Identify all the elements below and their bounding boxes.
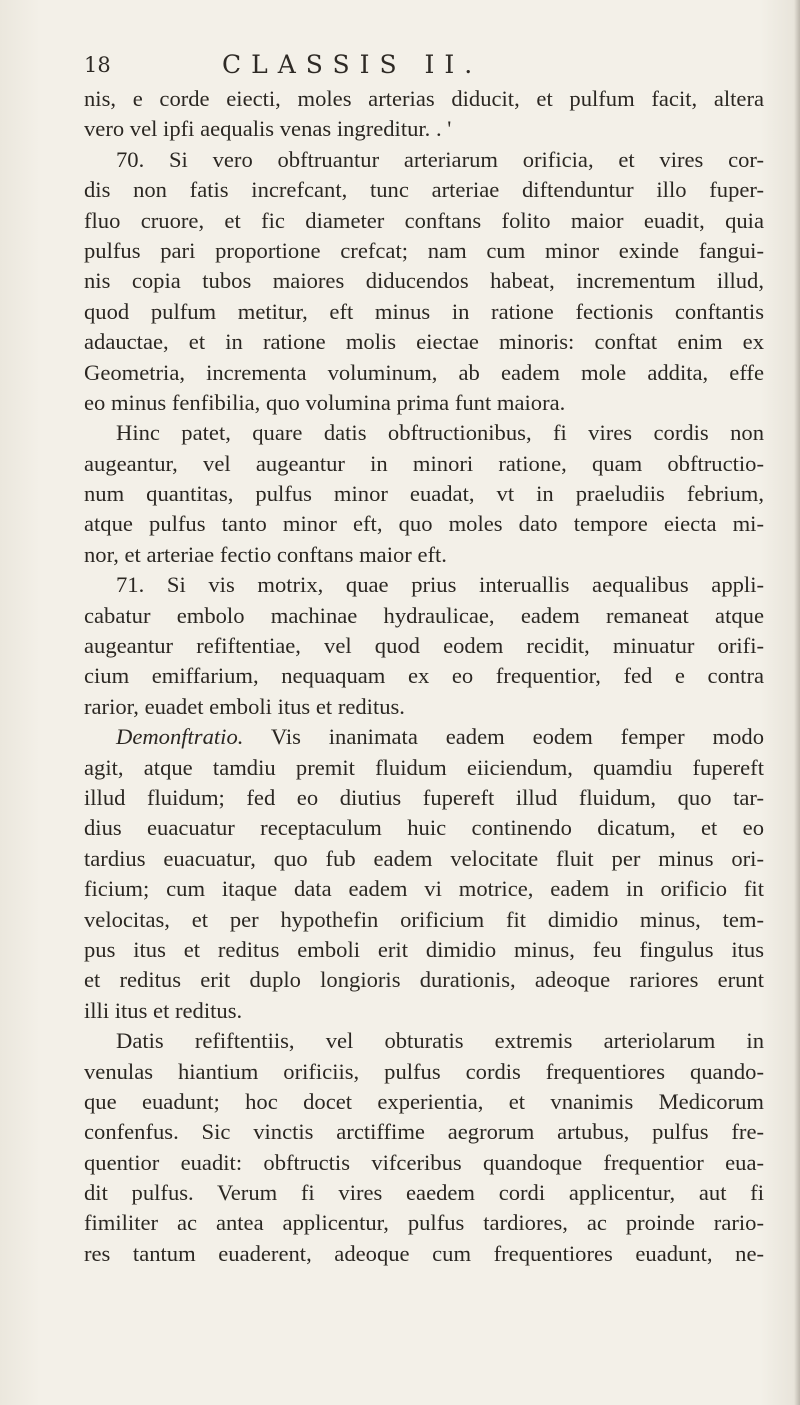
text-line <box>84 297 764 327</box>
line-text: Vis inanimata eadem eodem femper modo <box>243 724 764 750</box>
text-line <box>84 601 764 631</box>
text-line <box>84 1117 764 1147</box>
line-text: quentior euadit: obftructis vifceribus quandoque frequentior eua- <box>84 1149 764 1175</box>
demonstration-heading: Demonftratio. <box>116 724 244 750</box>
text-line <box>84 722 764 752</box>
text-line <box>84 905 764 935</box>
line-text: quod pulfum metitur, eft minus in ratione fectionis conftantis <box>84 298 764 324</box>
line-text: adauctae, et in ratione molis eiectae minoris: conftat enim ex <box>84 329 764 355</box>
page-number: 18 <box>84 53 111 77</box>
text-line <box>84 1057 764 1087</box>
text-line <box>84 692 764 722</box>
text-line <box>84 236 764 266</box>
line-text: illi itus et reditus. <box>84 997 243 1023</box>
scan-edge-shadow <box>794 0 800 1405</box>
line-text: eo minus fenfibilia, quo volumina prima funt maiora. <box>84 389 566 415</box>
line-text: pus itus et reditus emboli erit dimidio minus, feu fingulus itus <box>84 936 764 962</box>
line-text: pulfus pari proportione crefcat; nam cum minor exinde fangui- <box>84 237 764 263</box>
line-text: num quantitas, pulfus minor euadat, vt in praeludiis febrium, <box>84 481 764 507</box>
line-text: nis copia tubos maiores diducendos habeat, incrementum illud, <box>84 268 764 294</box>
text-line <box>84 631 764 661</box>
text-line <box>84 570 764 600</box>
text-line <box>84 266 764 296</box>
line-text: rarior, euadet emboli itus et reditus. <box>84 693 405 719</box>
line-text: nor, et arteriae fectio conftans maior eft. <box>84 541 447 567</box>
text-line <box>84 1208 764 1238</box>
text-line <box>84 874 764 904</box>
line-text: venulas hiantium orificiis, pulfus cordis frequentiores quando- <box>84 1058 764 1084</box>
line-text: tardius euacuatur, quo fub eadem velocitate fluit per minus ori- <box>84 845 764 871</box>
text-line <box>84 813 764 843</box>
line-text: que euadunt; hoc docet experientia, et vnanimis Medicorum <box>84 1088 764 1114</box>
line-text: ficium; cum itaque data eadem vi motrice, eadem in orificio fit <box>84 876 764 902</box>
text-line <box>84 1087 764 1117</box>
line-text: vero vel ipfi aequalis venas ingreditur. . ' <box>84 116 452 142</box>
line-text: agit, atque tamdiu premit fluidum eiiciendum, quamdiu fupereft <box>84 754 764 780</box>
body-text <box>84 84 764 1269</box>
line-text: atque pulfus tanto minor eft, quo moles dato tempore eiecta mi- <box>84 511 764 537</box>
text-line <box>84 509 764 539</box>
text-line <box>84 540 764 570</box>
line-text: 71. Si vis motrix, quae prius interuallis aequalibus appli- <box>116 572 764 598</box>
line-text: augeantur, vel augeantur in minori ratione, quam obftructio- <box>84 450 764 476</box>
text-line <box>84 388 764 418</box>
line-text: Geometria, incrementa voluminum, ab eadem mole addita, effe <box>84 359 764 385</box>
line-text: dis non fatis increfcant, tunc arteriae diftenduntur illo fuper- <box>84 177 764 203</box>
text-line <box>84 1178 764 1208</box>
text-line <box>84 84 764 114</box>
text-line <box>84 145 764 175</box>
text-line <box>84 661 764 691</box>
text-line <box>84 783 764 813</box>
text-line <box>84 1026 764 1056</box>
line-text: cabatur embolo machinae hydraulicae, eadem remaneat atque <box>84 602 764 628</box>
text-line <box>84 1239 764 1269</box>
text-line <box>84 965 764 995</box>
line-text: cium emiffarium, nequaquam ex eo frequentior, fed e contra <box>84 663 764 689</box>
line-text: fimiliter ac antea applicentur, pulfus tardiores, ac proinde rario- <box>84 1210 764 1236</box>
line-text: Datis refiftentiis, vel obturatis extremis arteriolarum in <box>116 1028 764 1054</box>
line-text: res tantum euaderent, adeoque cum frequentiores euadunt, ne- <box>84 1240 764 1266</box>
text-line <box>84 479 764 509</box>
line-text: Hinc patet, quare datis obftructionibus, fi vires cordis non <box>116 420 764 446</box>
text-line <box>84 1148 764 1178</box>
text-line <box>84 114 764 144</box>
line-text: velocitas, et per hypothefin orificium fit dimidio minus, tem- <box>84 906 764 932</box>
text-line <box>84 753 764 783</box>
line-text: augeantur refiftentiae, vel quod eodem recidit, minuatur orifi- <box>84 633 764 659</box>
text-line <box>84 327 764 357</box>
text-line <box>84 206 764 236</box>
line-text: dit pulfus. Verum fi vires eaedem cordi applicentur, aut fi <box>84 1180 764 1206</box>
text-line <box>84 449 764 479</box>
text-line <box>84 844 764 874</box>
running-head: CLASSIS II. <box>222 50 483 79</box>
line-text: fluo cruore, et fic diameter conftans folito maior euadit, quia <box>84 207 764 233</box>
line-text: confenfus. Sic vinctis arctiffime aegrorum artubus, pulfus fre- <box>84 1119 764 1145</box>
line-text: dius euacuatur receptaculum huic continendo dicatum, et eo <box>84 815 764 841</box>
line-text: 70. Si vero obftruantur arteriarum orificia, et vires cor- <box>116 146 764 172</box>
line-text: et reditus erit duplo longioris durationis, adeoque rariores erunt <box>84 967 764 993</box>
line-text: illud fluidum; fed eo diutius fupereft illud fluidum, quo tar- <box>84 784 764 810</box>
line-text: nis, e corde eiecti, moles arterias diducit, et pulfum facit, altera <box>84 86 764 111</box>
text-line <box>84 418 764 448</box>
text-line <box>84 175 764 205</box>
text-line <box>84 358 764 388</box>
text-line <box>84 935 764 965</box>
text-line <box>84 996 764 1026</box>
